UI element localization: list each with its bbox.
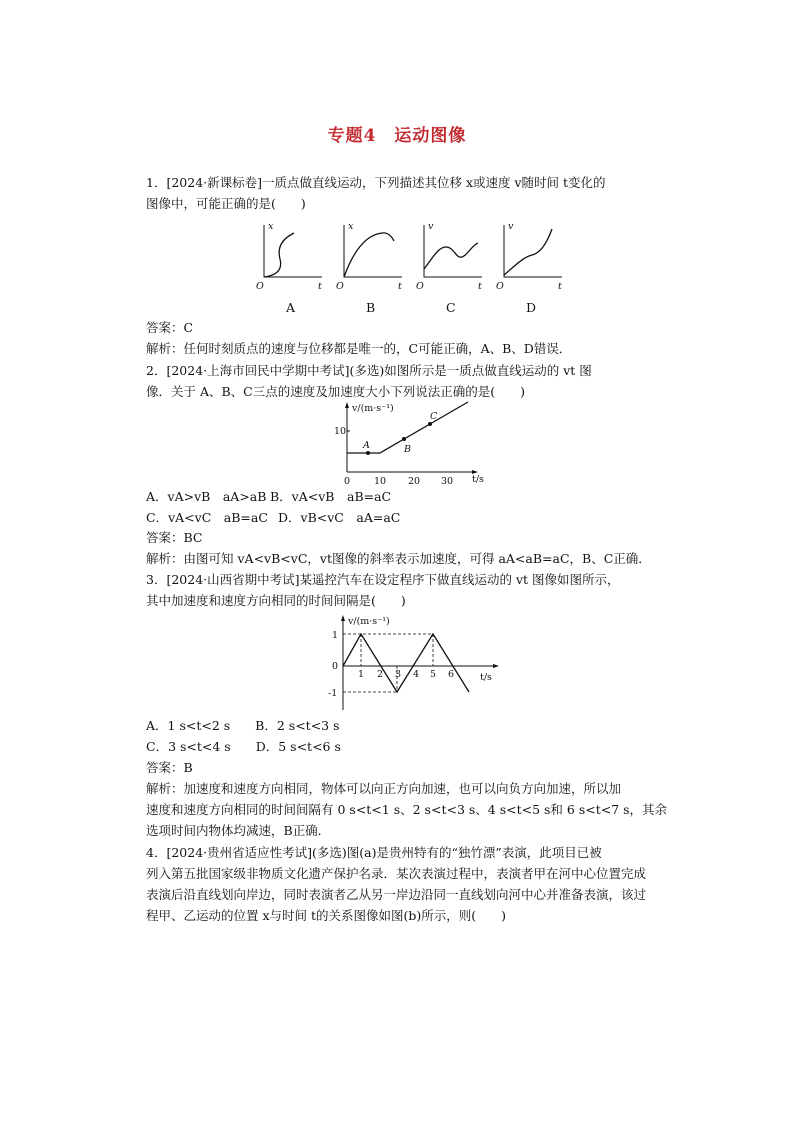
q3-ytick-0: 0 <box>332 661 339 672</box>
q3-options-row1: A．1 s<t<2 s B．2 s<t<3 s <box>146 718 340 733</box>
q1-graphs <box>250 215 580 315</box>
q2-option-b: B．vA<vB aB=aC <box>270 489 392 504</box>
q3-analysis-line2: 速度和速度方向相同的时间间隔有 0 s<t<1 s、2 s<t<3 s、4 s<t<5 s和 6 s<t<7 s，其余 <box>146 802 668 817</box>
q3-stem-line2: 其中加速度和速度方向相同的时间间隔是( ) <box>146 593 406 608</box>
q2-answer: 答案：BC <box>146 530 203 545</box>
q3-answer: 答案：B <box>146 760 193 775</box>
q2-label-a: A <box>363 440 370 451</box>
q1-choice-a: A <box>286 300 296 315</box>
q1-graph-d-tlabel: t <box>558 281 562 292</box>
q3-xtick-1: 1 <box>358 669 365 680</box>
q1-analysis: 解析：任何时刻质点的速度与位移都是唯一的，C可能正确，A、B、D错误． <box>146 341 572 356</box>
q1-graph-b-ylabel: x <box>348 221 354 232</box>
q1-answer: 答案：C <box>146 320 194 335</box>
q1-choice-d: D <box>526 300 537 315</box>
q1-graph-b <box>336 221 402 315</box>
q2-point-a <box>366 451 370 455</box>
q3-analysis-line1: 解析：加速度和速度方向相同，物体可以向正方向加速，也可以向负方向加速，所以加 <box>146 781 622 796</box>
q3-vt-line <box>343 634 469 692</box>
q2-option-a: A．vA>vB aA>aB <box>146 489 267 504</box>
q2-xtick-0: 0 <box>344 476 351 487</box>
q3-ylabel: v/(m·s⁻¹) <box>348 616 390 627</box>
q1-graph-c-tlabel: t <box>478 281 482 292</box>
q1-graph-a-ylabel: x <box>268 221 274 232</box>
q1-choice-b: B <box>366 300 376 315</box>
q3-x-arrow <box>493 664 499 668</box>
q1-stem-line1: 1．[2024·新课标卷]一质点做直线运动，下列描述其位移 x或速度 v随时间 t变化的 <box>146 175 606 190</box>
q1-graph-d-axes <box>504 225 562 277</box>
q1-stem-line2: 图像中，可能正确的是( ) <box>146 196 306 211</box>
q4-stem-line1: 4．[2024·贵州省适应性考试](多选)图(a)是贵州特有的“独竹漂”表演，此项目已被 <box>146 845 602 860</box>
q3-ytick-1: 1 <box>332 630 339 641</box>
q3-analysis-line3: 选项时间内物体均减速，B正确． <box>146 823 331 838</box>
q4-stem-line4: 程甲、乙运动的位置 x与时间 t的关系图像如图(b)所示，则( ) <box>146 908 507 923</box>
q3-vt-chart <box>326 612 502 712</box>
q2-stem-line2: 像．关于 A、B、C三点的速度及加速度大小下列说法正确的是( ) <box>146 384 526 399</box>
q2-y-arrow <box>345 402 349 408</box>
q1-graph-c-origin: O <box>416 281 424 292</box>
q2-option-c: C．vA<vC aB=aC <box>146 510 268 525</box>
q1-graph-d <box>496 221 562 315</box>
q2-analysis: 解析：由图可知 vA<vB<vC，vt图像的斜率表示加速度，可得 aA<aB=aC，B、C正确． <box>146 551 651 566</box>
q3-xtick-2: 2 <box>377 669 384 680</box>
q1-graph-b-origin: O <box>336 281 344 292</box>
q1-graph-d-origin: O <box>496 281 504 292</box>
q1-graph-c-curve <box>424 243 478 269</box>
q1-graph-c-ylabel: v <box>428 221 434 232</box>
q2-xtick-30: 30 <box>441 476 454 487</box>
q1-graph-a-tlabel: t <box>318 281 322 292</box>
q3-xtick-5: 5 <box>430 669 437 680</box>
q2-label-b: B <box>404 444 411 455</box>
q2-ytick-10: 10 <box>334 426 347 437</box>
q2-option-d: D．vB<vC aA=aC <box>278 510 401 525</box>
q2-ylabel: v/(m·s⁻¹) <box>352 403 394 414</box>
q2-xtick-20: 20 <box>408 476 421 487</box>
q3-xlabel: t/s <box>480 672 492 683</box>
q4-stem-line2: 列入第五批国家级非物质文化遗产保护名录．某次表演过程中，表演者甲在河中心位置完成 <box>146 866 647 881</box>
q1-graph-d-curve <box>504 229 552 275</box>
q1-choice-c: C <box>446 300 456 315</box>
q1-graph-b-axes <box>344 225 402 277</box>
q2-stem-line1: 2．[2024·上海市回民中学期中考试](多选)如图所示是一质点做直线运动的 vt 图 <box>146 363 592 378</box>
q1-graph-a-curve <box>264 233 294 277</box>
q2-point-c <box>428 422 432 426</box>
q1-graph-b-curve <box>344 233 394 277</box>
q2-xtick-10: 10 <box>374 476 387 487</box>
q3-xtick-6: 6 <box>448 669 455 680</box>
q2-point-b <box>402 437 406 441</box>
q4-stem-line3: 表演后沿直线划向岸边，同时表演者乙从另一岸边沿同一直线划向河中心并准备表演，该过 <box>146 887 647 902</box>
q2-xlabel: t/s <box>472 474 484 485</box>
q3-options-row2: C．3 s<t<4 s D．5 s<t<6 s <box>146 739 341 754</box>
q1-graph-a <box>256 221 322 315</box>
q3-xtick-3: 3 <box>395 669 402 680</box>
q3-stem-line1: 3．[2024·山西省期中考试]某遥控汽车在设定程序下做直线运动的 vt 图像如图所示， <box>146 572 620 587</box>
q1-graph-a-origin: O <box>256 281 264 292</box>
q1-graph-d-ylabel: v <box>508 221 514 232</box>
q3-y-arrow <box>341 615 345 621</box>
q2-label-c: C <box>430 411 438 422</box>
q3-ytick-neg1: -1 <box>328 688 338 699</box>
q3-xtick-4: 4 <box>413 669 420 680</box>
q1-graph-b-tlabel: t <box>398 281 402 292</box>
q2-vt-chart <box>330 400 490 488</box>
page-title: 专题4 运动图像 <box>327 126 467 146</box>
q1-graph-c <box>416 221 482 315</box>
